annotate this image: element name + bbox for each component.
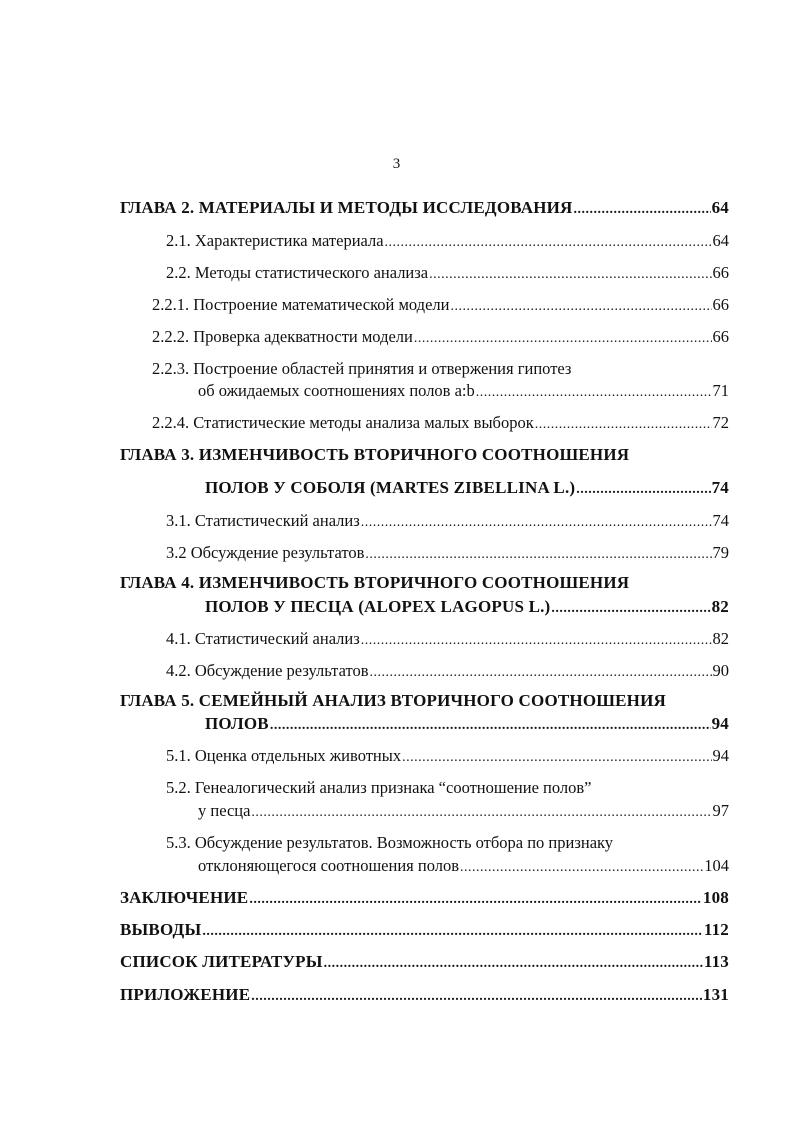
- toc-leader-dots: [429, 265, 711, 285]
- toc-leader-dots: [476, 383, 712, 403]
- toc-entry-title: ПОЛОВ У ПЕСЦА (ALOPEX LAGOPUS L.): [205, 597, 551, 616]
- toc-entry-page: 66: [712, 327, 729, 346]
- toc-entry-section-4-1: [166, 629, 729, 651]
- toc-entry-section-3-1: [166, 511, 729, 533]
- toc-leader-dots: [270, 716, 711, 736]
- toc-entry-title: отклоняющегося соотношения полов: [198, 856, 460, 875]
- toc-leader-dots: [324, 954, 703, 974]
- toc-leader-dots: [361, 513, 712, 533]
- toc-entry-title: 4.2. Обсуждение результатов: [166, 661, 369, 680]
- toc-leader-dots: [365, 545, 711, 565]
- toc-entry-title: 2.2.2. Проверка адекватности модели: [152, 327, 413, 346]
- toc-entry-title: ПОЛОВ У СОБОЛЯ (MARTES ZIBELLINA L.): [205, 478, 576, 497]
- toc-entry-section-5-2-line1: 5.2. Генеалогический анализ признака “соотношение полов”: [166, 778, 592, 797]
- toc-leader-dots: [370, 663, 712, 683]
- toc-entry-chapter-2: [120, 198, 729, 220]
- toc-leader-dots: [576, 480, 710, 500]
- toc-entry-section-3-2: [166, 543, 729, 565]
- toc-entry-page: 104: [704, 856, 729, 875]
- toc-entry-title: ГЛАВА 2. МАТЕРИАЛЫ И МЕТОДЫ ИССЛЕДОВАНИЯ: [120, 198, 573, 217]
- toc-entry-title: ПОЛОВ: [205, 714, 269, 733]
- toc-leader-dots: [414, 329, 712, 349]
- toc-entry-title: ПРИЛОЖЕНИЕ: [120, 985, 251, 1004]
- toc-entry-page: 112: [703, 920, 729, 939]
- toc-entry-page: 97: [712, 801, 729, 820]
- toc-leader-dots: [460, 858, 703, 878]
- toc-entry-chapter-5-line1: ГЛАВА 5. СЕМЕЙНЫЙ АНАЛИЗ ВТОРИЧНОГО СООТНОШЕНИЯ: [120, 691, 666, 710]
- toc-entry-title: 2.1. Характеристика материала: [166, 231, 384, 250]
- toc-entry-chapter-3: [205, 478, 729, 500]
- toc-entry-title: ЗАКЛЮЧЕНИЕ: [120, 888, 249, 907]
- toc-entry-title: 4.1. Статистический анализ: [166, 629, 360, 648]
- toc-entry-page: 74: [712, 511, 729, 530]
- toc-entry-chapter-3-line1: ГЛАВА 3. ИЗМЕНЧИВОСТЬ ВТОРИЧНОГО СООТНОШЕНИЯ: [120, 445, 630, 464]
- toc-entry-chapter-5: [205, 714, 729, 736]
- toc-entry-section-5-3-line1: 5.3. Обсуждение результатов. Возможность отбора по признаку: [166, 833, 614, 852]
- toc-entry-title: ВЫВОДЫ: [120, 920, 202, 939]
- toc-entry-page: 66: [712, 263, 729, 282]
- toc-entry-title: у песца: [198, 801, 251, 820]
- toc-leader-dots: [385, 233, 712, 253]
- toc-entry-title: 2.2. Методы статистического анализа: [166, 263, 429, 282]
- toc-entry-chapter-4: [205, 597, 729, 619]
- toc-entry-section-4-2: [166, 661, 729, 683]
- toc-entry-page: 108: [702, 888, 729, 907]
- page-number: 3: [392, 156, 401, 172]
- toc-entry-section-2-2-3-line1: 2.2.3. Построение областей принятия и отвержения гипотез: [152, 359, 572, 378]
- toc-leader-dots: [251, 803, 711, 823]
- toc-entry-conclusion: [120, 888, 729, 910]
- toc-entry-page: 66: [712, 295, 729, 314]
- toc-leader-dots: [361, 631, 712, 651]
- toc-leader-dots: [450, 297, 711, 317]
- toc-leader-dots: [402, 748, 711, 768]
- toc-leader-dots: [249, 890, 702, 910]
- toc-entry-section-2-1: [166, 231, 729, 253]
- toc-entry-page: 72: [712, 413, 729, 432]
- toc-leader-dots: [251, 987, 702, 1007]
- toc-entry-page: 79: [712, 543, 729, 562]
- toc-entry-findings: [120, 920, 729, 942]
- toc-leader-dots: [574, 200, 711, 220]
- toc-entry-appendix: [120, 985, 729, 1007]
- toc-entry-title: 3.1. Статистический анализ: [166, 511, 360, 530]
- toc-entry-page: 82: [712, 629, 729, 648]
- toc-entry-page: 64: [711, 198, 729, 217]
- toc-entry-page: 94: [712, 746, 729, 765]
- toc-entry-section-5-1: [166, 746, 729, 768]
- toc-entry-title: об ожидаемых соотношениях полов a:b: [198, 381, 475, 400]
- toc-entry-page: 74: [711, 478, 729, 497]
- toc-leader-dots: [202, 922, 702, 942]
- toc-entry-section-2-2-1: [152, 295, 729, 317]
- toc-entry-page: 71: [712, 381, 729, 400]
- toc-entry-title: 2.2.1. Построение математической модели: [152, 295, 450, 314]
- toc-leader-dots: [535, 415, 712, 435]
- toc-entry-title: 2.2.4. Статистические методы анализа малых выборок: [152, 413, 534, 432]
- toc-entry-page: 131: [702, 985, 729, 1004]
- toc-entry-section-2-2-2: [152, 327, 729, 349]
- toc-entry-section-5-3: [198, 856, 729, 878]
- toc-entry-page: 94: [711, 714, 729, 733]
- toc-entry-references: [120, 952, 729, 974]
- toc-entry-title: СПИСОК ЛИТЕРАТУРЫ: [120, 952, 323, 971]
- toc-entry-section-2-2: [166, 263, 729, 285]
- toc-entry-chapter-4-line1: ГЛАВА 4. ИЗМЕНЧИВОСТЬ ВТОРИЧНОГО СООТНОШЕНИЯ: [120, 573, 630, 592]
- toc-entry-section-2-2-4: [152, 413, 729, 435]
- toc-leader-dots: [551, 599, 710, 619]
- toc-entry-page: 64: [712, 231, 729, 250]
- toc-entry-page: 113: [703, 952, 729, 971]
- toc-entry-title: 5.1. Оценка отдельных животных: [166, 746, 402, 765]
- toc-entry-section-5-2: [198, 801, 729, 823]
- toc-entry-page: 82: [711, 597, 729, 616]
- toc-entry-title: 3.2 Обсуждение результатов: [166, 543, 365, 562]
- toc-entry-section-2-2-3: [198, 381, 729, 403]
- toc-entry-page: 90: [712, 661, 729, 680]
